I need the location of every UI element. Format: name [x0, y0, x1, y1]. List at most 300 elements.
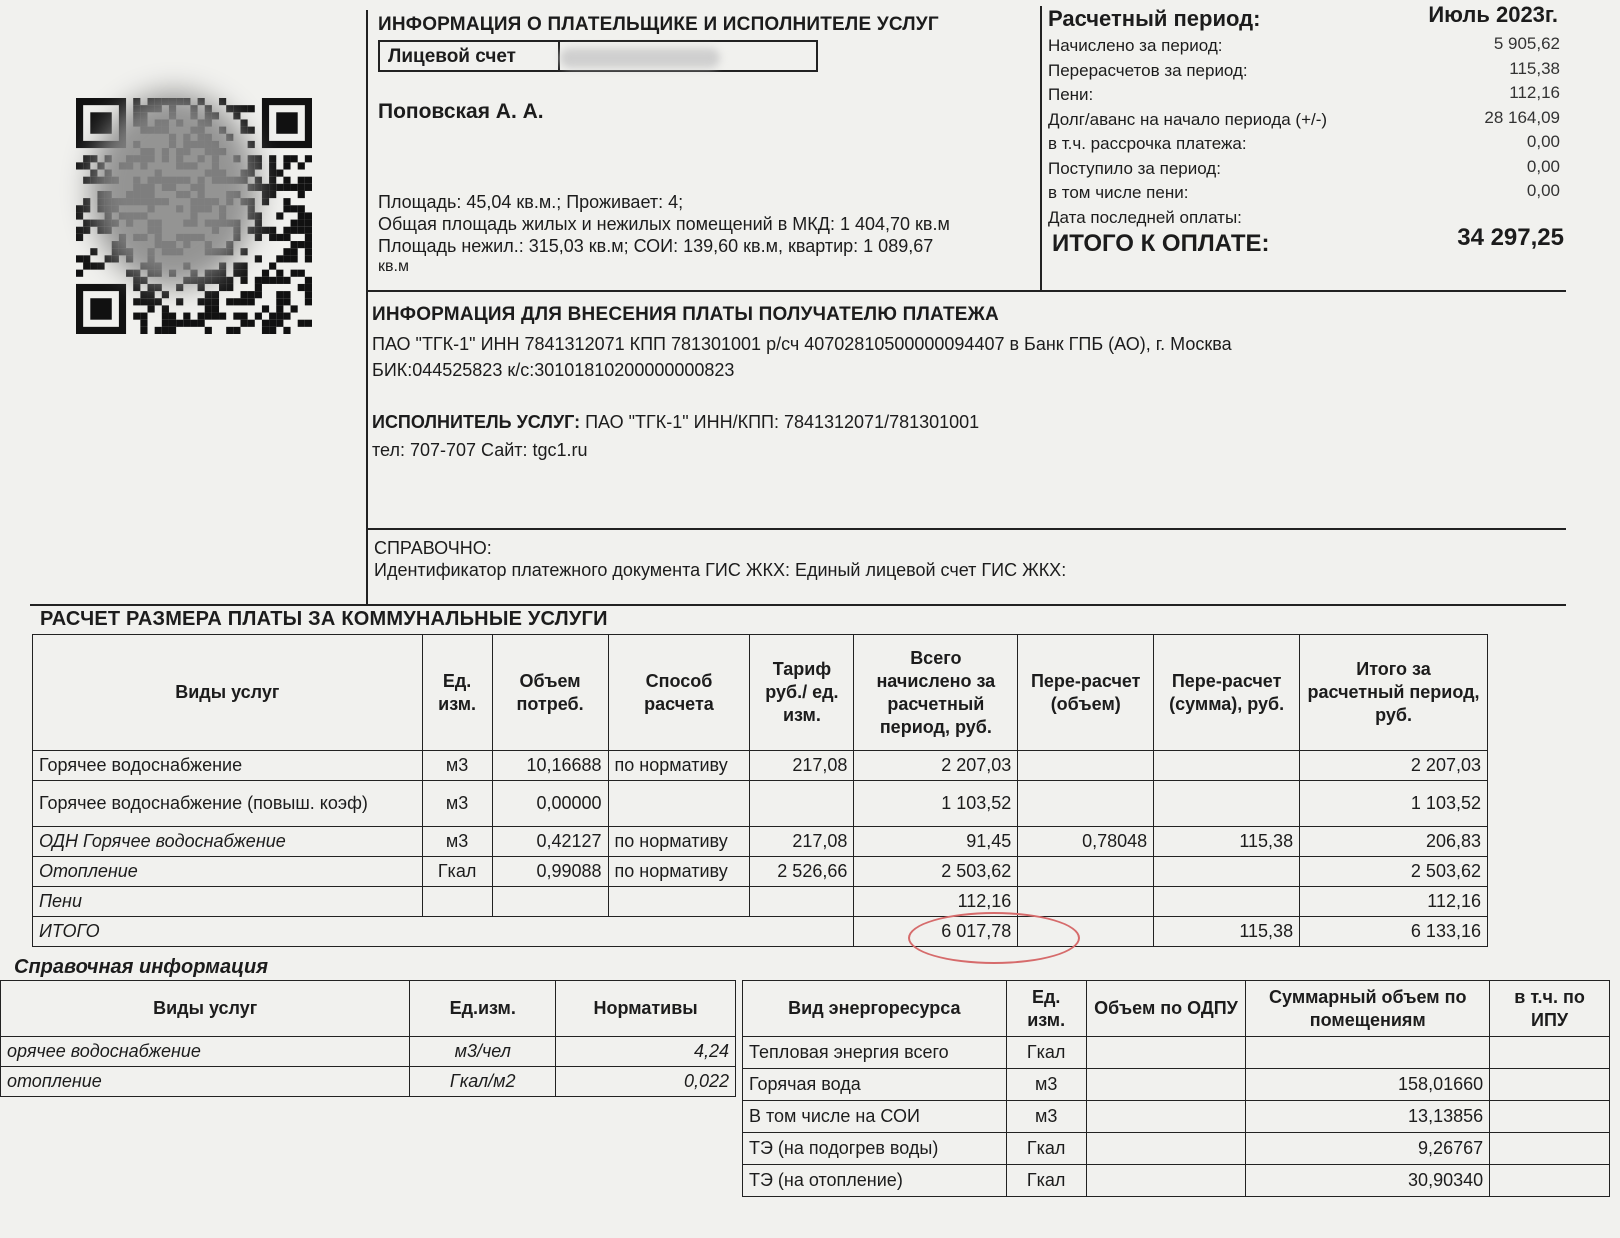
qr-module — [283, 255, 290, 262]
recipient-header: ИНФОРМАЦИЯ ДЛЯ ВНЕСЕНИЯ ПЛАТЫ ПОЛУЧАТЕЛЮ ПЛАТЕЖА — [372, 304, 999, 325]
qr-module — [262, 277, 269, 284]
calc-cell — [608, 781, 750, 827]
qr-module — [283, 234, 290, 241]
ref-info-table — [0, 980, 736, 1097]
calc-cell: по нормативу — [608, 751, 750, 781]
qr-module — [269, 177, 276, 184]
energy-cell: м3 — [1006, 1069, 1086, 1101]
calc-cell: м3 — [422, 827, 492, 857]
calc-cell — [1154, 751, 1300, 781]
qr-module — [276, 255, 283, 262]
ref-info-title: Справочная информация — [14, 956, 268, 978]
period-row-value: 28 164,09 — [1484, 107, 1560, 127]
period-row-value: 5 905,62 — [1493, 34, 1560, 53]
calc-cell: 115,38 — [1154, 827, 1300, 857]
calc-header-cell: Объем потреб. — [492, 635, 608, 751]
energy-cell: 30,90340 — [1246, 1165, 1490, 1197]
ref-header-cell: Ед.изм. — [410, 981, 556, 1037]
qr-module — [298, 220, 305, 227]
period-row-value: 0,00 — [1526, 156, 1560, 176]
energy-table — [742, 980, 1610, 1197]
ref-table-row — [1, 1037, 736, 1067]
energy-cell: Горячая вода — [743, 1069, 1007, 1101]
qr-module — [90, 248, 97, 255]
qr-module — [291, 227, 298, 234]
qr-module — [269, 227, 276, 234]
recipient-line-2: БИК:044525823 к/с:30101810200000000823 — [372, 360, 735, 380]
qr-module — [226, 277, 233, 284]
qr-module — [162, 320, 169, 327]
qr-module — [269, 155, 276, 162]
qr-module — [205, 327, 212, 334]
qr-module — [83, 227, 90, 234]
qr-module — [169, 327, 176, 334]
qr-module — [76, 270, 83, 277]
qr-module — [269, 191, 276, 198]
qr-module — [291, 270, 298, 277]
qr-module — [162, 313, 169, 320]
qr-module — [255, 220, 262, 227]
energy-cell — [1086, 1133, 1246, 1165]
qr-module — [240, 262, 247, 269]
energy-header-cell: Вид энергоресурса — [743, 981, 1007, 1037]
qr-module — [133, 313, 140, 320]
calc-table-row — [33, 751, 1488, 781]
energy-cell — [1490, 1101, 1610, 1133]
qr-module — [269, 184, 276, 191]
calc-cell — [1154, 781, 1300, 827]
qr-module — [255, 212, 262, 219]
ref-header-cell: Виды услуг — [1, 981, 410, 1037]
qr-module — [298, 270, 305, 277]
calc-header-cell: Тариф руб./ ед. изм. — [750, 635, 854, 751]
qr-module — [255, 234, 262, 241]
energy-cell: 9,26767 — [1246, 1133, 1490, 1165]
qr-module — [140, 291, 147, 298]
calc-total-period: 6 133,16 — [1300, 917, 1488, 947]
calc-header-cell: Способ расчета — [608, 635, 750, 751]
qr-module — [97, 262, 104, 269]
total-due-label: ИТОГО К ОПЛАТЕ: — [1052, 230, 1270, 257]
period-row-label: Начислено за период: — [1048, 36, 1223, 55]
calc-cell: 112,16 — [854, 887, 1018, 917]
qr-module — [248, 320, 255, 327]
qr-module — [83, 155, 90, 162]
account-box — [378, 40, 818, 72]
qr-module — [155, 327, 162, 334]
energy-cell — [1086, 1101, 1246, 1133]
energy-cell — [1490, 1037, 1610, 1069]
executor-label: ИСПОЛНИТЕЛЬ УСЛУГ: — [372, 412, 581, 432]
qr-module — [291, 220, 298, 227]
qr-module — [90, 298, 111, 319]
qr-module — [219, 277, 226, 284]
calc-header-cell: Ед. изм. — [422, 635, 492, 751]
qr-module — [240, 313, 247, 320]
reference-line: Идентификатор платежного документа ГИС ЖКХ: Единый лицевой счет ГИС ЖКХ: — [374, 560, 1067, 580]
qr-module — [233, 327, 240, 334]
energy-cell: 13,13856 — [1246, 1101, 1490, 1133]
calc-cell: 2 526,66 — [750, 857, 854, 887]
qr-module — [133, 298, 140, 305]
qr-module — [219, 313, 226, 320]
energy-cell: 158,01660 — [1246, 1069, 1490, 1101]
qr-module — [283, 291, 290, 298]
calc-title: РАСЧЕТ РАЗМЕРА ПЛАТЫ ЗА КОММУНАЛЬНЫЕ УСЛУГИ — [40, 608, 608, 630]
energy-table-row — [743, 1101, 1610, 1133]
qr-module — [305, 241, 312, 248]
calc-cell: 112,16 — [1300, 887, 1488, 917]
qr-module — [298, 284, 305, 291]
energy-cell: ТЭ (на подогрев воды) — [743, 1133, 1007, 1165]
qr-module — [276, 184, 283, 191]
qr-module — [305, 220, 312, 227]
energy-cell: ТЭ (на отопление) — [743, 1165, 1007, 1197]
qr-module — [240, 119, 247, 126]
calc-cell: 1 103,52 — [854, 781, 1018, 827]
period-row-label: Дата последней оплаты: — [1048, 207, 1242, 227]
qr-module — [233, 262, 240, 269]
qr-module — [148, 298, 155, 305]
period-row-label: Долг/аванс на начало периода (+/-) — [1048, 109, 1328, 129]
executor-contact: тел: 707-707 Сайт: tgc1.ru — [372, 440, 588, 460]
qr-module — [298, 227, 305, 234]
ref-cell: отопление — [1, 1067, 410, 1097]
area-line-1: Площадь: 45,04 кв.м.; Проживает: 4; — [378, 192, 684, 212]
qr-module — [269, 162, 276, 169]
period-row-label: Поступило за период: — [1048, 158, 1221, 178]
calc-cell: 0,78048 — [1018, 827, 1154, 857]
period-row-value: 0,00 — [1526, 181, 1560, 200]
qr-module — [283, 198, 290, 205]
ref-table-row — [1, 1067, 736, 1097]
calc-cell — [750, 887, 854, 917]
calc-cell: ОДН Горячее водоснабжение — [33, 827, 423, 857]
qr-module — [133, 284, 140, 291]
qr-module — [262, 270, 269, 277]
qr-module — [248, 298, 255, 305]
calc-total-row — [33, 917, 1488, 947]
calc-cell: 206,83 — [1300, 827, 1488, 857]
qr-module — [283, 162, 290, 169]
qr-module — [298, 320, 305, 327]
calc-cell: м3 — [422, 751, 492, 781]
qr-module — [205, 313, 212, 320]
qr-module — [291, 305, 298, 312]
reference-title: СПРАВОЧНО: — [374, 538, 492, 558]
calc-cell: Гкал — [422, 857, 492, 887]
account-number-redacted — [560, 48, 720, 68]
qr-module — [83, 205, 90, 212]
qr-module — [283, 277, 290, 284]
qr-module — [226, 327, 233, 334]
qr-module — [140, 327, 147, 334]
energy-cell — [1086, 1069, 1246, 1101]
qr-module — [305, 227, 312, 234]
qr-module — [226, 284, 233, 291]
energy-cell — [1086, 1037, 1246, 1069]
qr-module — [105, 255, 112, 262]
qr-module — [219, 284, 226, 291]
calc-cell: Горячее водоснабжение — [33, 751, 423, 781]
calc-cell: 2 207,03 — [1300, 751, 1488, 781]
qr-module — [262, 320, 269, 327]
qr-module — [240, 248, 247, 255]
qr-module — [298, 191, 305, 198]
qr-module — [283, 248, 290, 255]
payer-header: ИНФОРМАЦИЯ О ПЛАТЕЛЬЩИКЕ И ИСПОЛНИТЕЛЕ УСЛУГ — [378, 14, 939, 35]
energy-cell — [1490, 1165, 1610, 1197]
qr-module — [76, 212, 83, 219]
calc-cell: 10,16688 — [492, 751, 608, 781]
energy-header-cell: Объем по ОДПУ — [1086, 981, 1246, 1037]
calc-cell: 2 503,62 — [854, 857, 1018, 887]
qr-module — [176, 298, 183, 305]
ref-cell: 4,24 — [556, 1037, 736, 1067]
qr-module — [291, 255, 298, 262]
qr-module — [240, 105, 247, 112]
calc-cell: Горячее водоснабжение (повыш. коэф) — [33, 781, 423, 827]
qr-module — [269, 320, 276, 327]
qr-module — [233, 105, 240, 112]
calc-cell — [1154, 887, 1300, 917]
qr-module — [276, 320, 283, 327]
qr-module — [233, 112, 240, 119]
qr-module — [269, 277, 276, 284]
qr-module — [283, 205, 290, 212]
energy-cell: В том числе на СОИ — [743, 1101, 1007, 1133]
qr-module — [283, 177, 290, 184]
qr-module — [83, 220, 90, 227]
qr-module — [148, 305, 155, 312]
qr-module — [276, 313, 283, 320]
qr-module — [291, 248, 298, 255]
qr-module — [169, 320, 176, 327]
qr-module — [269, 327, 276, 334]
qr-module — [305, 277, 312, 284]
qr-module — [262, 327, 269, 334]
qr-module — [183, 320, 190, 327]
qr-module — [248, 105, 255, 112]
calc-cell — [1018, 781, 1154, 827]
qr-module — [305, 212, 312, 219]
account-label: Лицевой счет — [388, 46, 516, 67]
qr-module — [212, 298, 219, 305]
qr-module — [283, 155, 290, 162]
qr-module — [283, 184, 290, 191]
calc-cell: по нормативу — [608, 857, 750, 887]
qr-module — [305, 284, 312, 291]
energy-cell — [1246, 1037, 1490, 1069]
energy-cell: Гкал — [1006, 1133, 1086, 1165]
qr-module — [255, 255, 262, 262]
ref-header-cell: Нормативы — [556, 981, 736, 1037]
qr-module — [83, 255, 90, 262]
qr-module — [276, 298, 283, 305]
period-row-value: 0,00 — [1526, 132, 1560, 151]
energy-header-cell: Ед. изм. — [1006, 981, 1086, 1037]
energy-cell: м3 — [1006, 1101, 1086, 1133]
period-row-label: Пени: — [1048, 85, 1094, 104]
calc-header-cell: Всего начислено за расчетный период, руб. — [854, 635, 1018, 751]
qr-module — [169, 313, 176, 320]
qr-module — [240, 291, 247, 298]
highlight-ellipse — [908, 912, 1080, 964]
qr-module — [183, 313, 190, 320]
qr-module — [240, 298, 247, 305]
qr-module — [305, 320, 312, 327]
qr-module — [305, 234, 312, 241]
calc-cell — [422, 887, 492, 917]
recipient-line-1: ПАО "ТГК-1" ИНН 7841312071 КПП 781301001 р/сч 40702810500000094407 в Банк ГПБ (АО), г. Москва — [372, 334, 1232, 354]
calc-table-row — [33, 887, 1488, 917]
qr-module — [305, 177, 312, 184]
qr-module — [76, 234, 83, 241]
qr-module — [240, 277, 247, 284]
qr-module — [305, 255, 312, 262]
energy-table-row — [743, 1133, 1610, 1165]
qr-module — [262, 191, 269, 198]
calc-cell — [1018, 751, 1154, 781]
qr-module — [269, 262, 276, 269]
qr-module — [190, 320, 197, 327]
energy-header-cell: Суммарный объем по помещениям — [1246, 981, 1490, 1037]
qr-module — [176, 320, 183, 327]
qr-module — [298, 241, 305, 248]
period-row-label: в том числе пени: — [1048, 183, 1189, 202]
calc-cell: Отопление — [33, 857, 423, 887]
qr-module — [226, 105, 233, 112]
calc-table-row — [33, 781, 1488, 827]
qr-module — [83, 162, 90, 169]
calc-cell — [1018, 887, 1154, 917]
qr-module — [298, 162, 305, 169]
period-row-value: 115,38 — [1509, 58, 1560, 78]
qr-module — [219, 98, 226, 105]
qr-module — [255, 313, 262, 320]
energy-cell: Гкал — [1006, 1165, 1086, 1197]
qr-module — [76, 227, 83, 234]
calc-cell: 217,08 — [750, 751, 854, 781]
qr-blur — [90, 92, 258, 288]
qr-module — [148, 291, 155, 298]
qr-module — [205, 305, 212, 312]
qr-module — [90, 262, 97, 269]
qr-module — [283, 227, 290, 234]
qr-module — [205, 291, 212, 298]
qr-module — [248, 127, 255, 134]
qr-module — [305, 155, 312, 162]
qr-module — [140, 320, 147, 327]
qr-module — [298, 205, 305, 212]
qr-module — [276, 291, 283, 298]
qr-module — [83, 198, 90, 205]
calc-header-cell: Пере-расчет (сумма), руб. — [1154, 635, 1300, 751]
period-row-value: 112,16 — [1509, 83, 1560, 102]
qr-module — [248, 291, 255, 298]
qr-module — [162, 291, 169, 298]
energy-cell: Тепловая энергия всего — [743, 1037, 1007, 1069]
energy-cell — [1490, 1069, 1610, 1101]
energy-table-row — [743, 1165, 1610, 1197]
calc-cell: 217,08 — [750, 827, 854, 857]
total-due-value: 34 297,25 — [1457, 224, 1564, 251]
qr-module — [276, 212, 283, 219]
period-row-label: Перерасчетов за период: — [1048, 60, 1248, 80]
calc-total-label: ИТОГО — [33, 917, 854, 947]
qr-module — [298, 212, 305, 219]
qr-module — [240, 320, 247, 327]
ref-cell: м3/чел — [410, 1037, 556, 1067]
calc-table-row — [33, 857, 1488, 887]
qr-module — [198, 320, 205, 327]
qr-module — [298, 184, 305, 191]
qr-module — [76, 162, 83, 169]
qr-module — [291, 241, 298, 248]
calc-cell: 91,45 — [854, 827, 1018, 857]
calc-table — [32, 634, 1488, 947]
qr-module — [212, 313, 219, 320]
calc-table-row — [33, 827, 1488, 857]
qr-module — [262, 227, 269, 234]
qr-module — [205, 298, 212, 305]
qr-module — [283, 313, 290, 320]
calc-total-recalc-sum: 115,38 — [1154, 917, 1300, 947]
qr-module — [305, 298, 312, 305]
calc-cell: м3 — [422, 781, 492, 827]
qr-module — [262, 184, 269, 191]
period-title: Расчетный период: — [1048, 6, 1261, 31]
area-line-3: Площадь нежил.: 315,03 кв.м; СОИ: 139,60 кв.м, квартир: 1 089,67 — [378, 236, 934, 256]
calc-table-header — [33, 635, 1488, 751]
qr-module — [269, 170, 276, 177]
qr-module — [140, 313, 147, 320]
qr-module — [162, 305, 169, 312]
qr-module — [76, 255, 83, 262]
qr-module — [240, 270, 247, 277]
qr-module — [262, 198, 269, 205]
executor-value: ПАО "ТГК-1" ИНН/КПП: 7841312071/781301001 — [580, 412, 980, 432]
area-line-4: кв.м — [378, 258, 409, 275]
qr-module — [276, 270, 283, 277]
energy-table-header — [743, 981, 1610, 1037]
calc-header-cell: Итого за расчетный период, руб. — [1300, 635, 1488, 751]
calc-cell — [492, 887, 608, 917]
qr-module — [283, 327, 290, 334]
calc-cell: 0,00000 — [492, 781, 608, 827]
qr-module — [226, 298, 233, 305]
payer-name: Поповская А. А. — [378, 100, 544, 123]
calc-cell — [750, 781, 854, 827]
energy-cell: Гкал — [1006, 1037, 1086, 1069]
energy-cell — [1490, 1133, 1610, 1165]
calc-cell — [1018, 857, 1154, 887]
qr-module — [83, 262, 90, 269]
ref-table-header — [1, 981, 736, 1037]
qr-module — [198, 313, 205, 320]
qr-module — [291, 205, 298, 212]
qr-module — [269, 313, 276, 320]
calc-cell: 0,99088 — [492, 857, 608, 887]
qr-module — [212, 277, 219, 284]
energy-table-row — [743, 1037, 1610, 1069]
qr-module — [276, 305, 283, 312]
period-row-label: в т.ч. рассрочка платежа: — [1048, 134, 1247, 153]
qr-module — [305, 291, 312, 298]
calc-cell: по нормативу — [608, 827, 750, 857]
calc-cell — [608, 887, 750, 917]
qr-module — [140, 298, 147, 305]
